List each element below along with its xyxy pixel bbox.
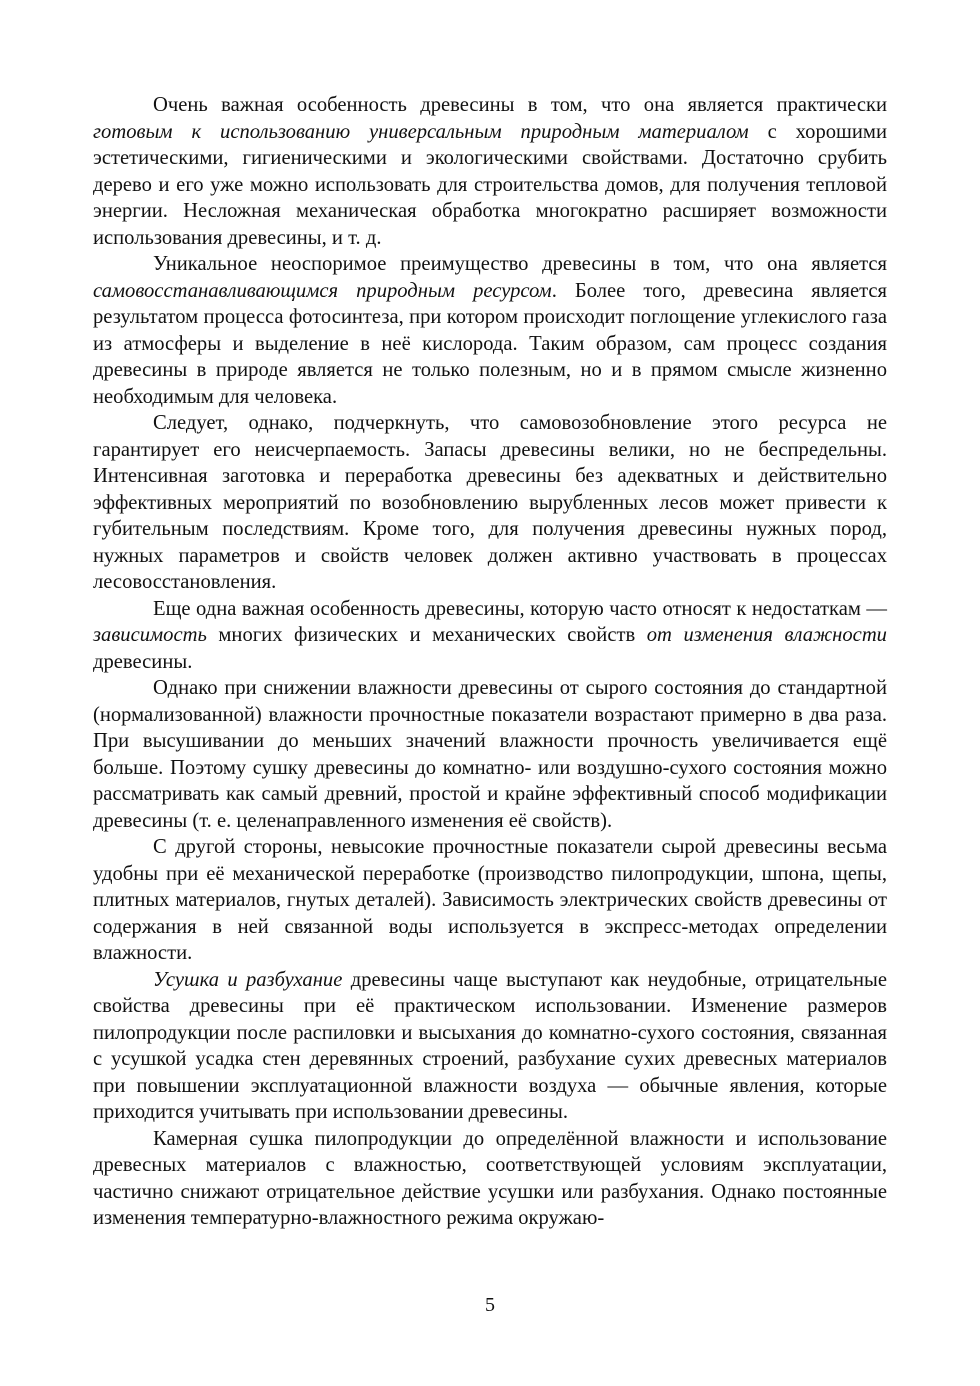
emphasized-text: готовым к использованию универсальным природным материалом — [93, 120, 749, 143]
text-run: древесины чаще выступают как неудобные, отрицательные свойства древесины при её практическом использовании. Изменение размеров пилопродукции после распиловки и высыхания до комнатно-сухого состояния, связанная с усушкой усадка стен деревянных строений, разбухание сухих древесных материалов при повышении эксплуатационной влажности воздуха — обычные явления, которые приходится учитывать при использовании древесины. — [93, 968, 887, 1123]
text-run: Следует, однако, подчеркнуть, что самовозобновление этого ресурса не гарантирует его неисчерпаемость. Запасы древесины велики, но не беспредельны. Интенсивная заготовка и переработка древесины без адекватных и действительно эффективных мероприятий по возобновлению вырубленных лесов может привести к губительным последствиям. Кроме того, для получения древесины нужных пород, нужных параметров и свойств человек должен активно участвовать в процессах лесовосстановления. — [93, 412, 887, 593]
page-number: 5 — [485, 1294, 495, 1316]
text-run: Очень важная особенность древесины в том, что она является практически — [153, 94, 887, 116]
text-run: Однако при снижении влажности древесины от сырого состояния до стандартной (нормализованной) влажности прочностные показатели возрастают примерно в два раза. При высушивании до меньших значений влажности прочность увеличивается ещё больше. Поэтому сушку древесины до комнатно- или воздушно-сухого состояния можно рассматривать как самый древний, простой и крайне эффективный способ модификации древесины (т. е. целенаправленного изменения её свойств). — [93, 677, 887, 832]
paragraph — [93, 834, 887, 967]
paragraph — [93, 596, 887, 676]
text-run: . Более того, древесина является результатом процесса фотосинтеза, при котором происходит поглощение углекислого газа из атмосферы и выделение в неё кислорода. Таким образом, сам процесс создания древесины в природе является не только полезным, но и в прямом смысле жизненно необходимым для человека. — [93, 279, 887, 408]
text-run: древесины. — [93, 650, 193, 673]
paragraph — [93, 251, 887, 410]
document-body — [93, 92, 887, 1232]
text-run: с хорошими эстетическими, гигиеническими и экологическими свойствами. Достаточно срубить дерево и его уже можно использовать для строительства домов, для получения тепловой энергии. Несложная механическая обработка многократно расширяет возможности использования древесины, и т. д. — [93, 120, 887, 249]
paragraph — [93, 675, 887, 834]
text-run: многих физических и механических свойств — [206, 624, 647, 646]
emphasized-text: от изменения влажности — [646, 624, 887, 646]
paragraph — [93, 967, 887, 1126]
text-run: Уникальное неоспоримое преимущество древесины в том, что она является — [153, 253, 887, 275]
text-run: Камерная сушка пилопродукции до определённой влажности и использование древесных материалов с влажностью, соответствующей условиям эксплуатации, частично снижают отрицательное действие усушки или разбухания. Однако постоянные изменения температурно-влажностного режима окружаю- — [93, 1127, 887, 1229]
emphasized-text: зависимость — [93, 624, 207, 646]
emphasized-text: самовосстанавливающимся природным ресурсом — [93, 279, 552, 302]
paragraph — [93, 410, 887, 596]
paragraph — [93, 92, 887, 251]
paragraph — [93, 1126, 887, 1232]
text-run: С другой стороны, невысокие прочностные показатели сырой древесины весьма удобны при её механической переработке (производство пилопродукции, шпона, щепы, плитных материалов, гнутых деталей). Зависимость электрических свойств древесины от содержания в ней связанной воды используется в экспресс-методах определении влажности. — [93, 836, 887, 964]
emphasized-text: Усушка и разбухание — [153, 968, 343, 991]
text-run: Еще одна важная особенность древесины, которую часто относят к недостаткам — — [153, 597, 887, 620]
